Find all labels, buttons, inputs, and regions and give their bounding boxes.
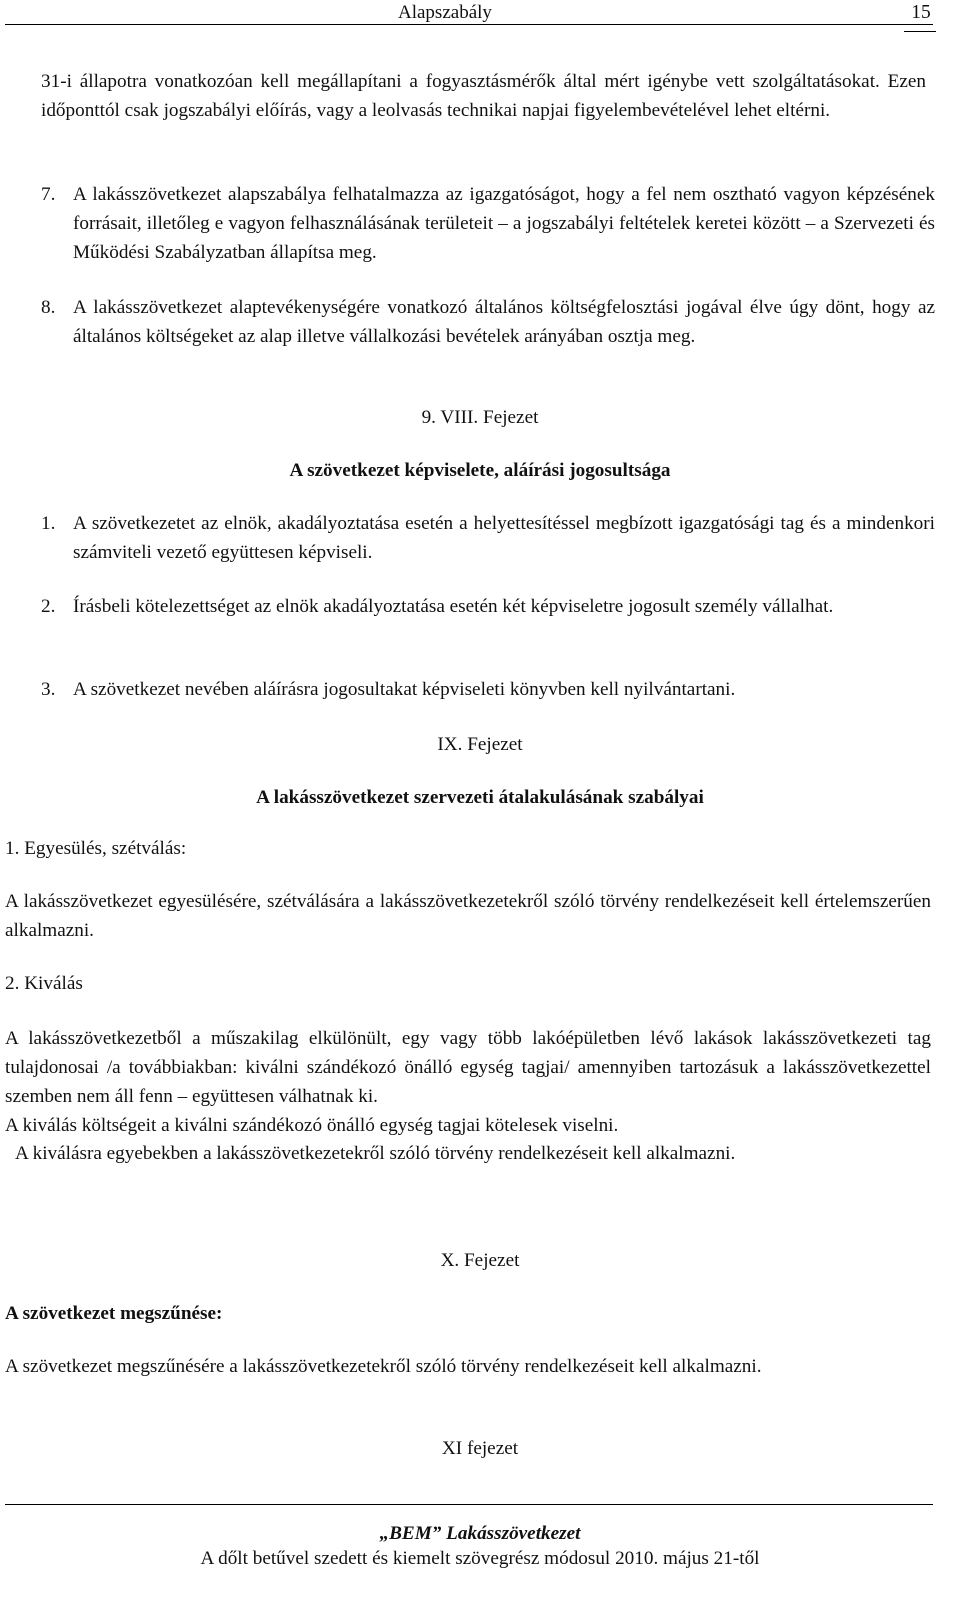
header-title: Alapszabály: [398, 2, 492, 23]
chapter-10-subheading: A szövetkezet megszűnése:: [5, 1303, 223, 1324]
list-item-number: 2.: [41, 596, 56, 617]
list-item-number: 1.: [41, 513, 56, 534]
chapter-10-heading: X. Fejezet: [440, 1250, 520, 1271]
merger-paragraph: A lakásszövetkezet egyesülésére, szétválására a lakásszövetkezetekről szóló törvény rendelkezéseit kell értelemszerűen alkalmazni.: [5, 891, 931, 941]
list-item-text: Írásbeli kötelezettséget az elnök akadályoztatása esetén két képviseletre jogosult személy vállalhat.: [73, 596, 834, 617]
page-number: 15: [901, 0, 941, 27]
page-header: [5, 0, 933, 25]
list-item-text: A lakásszövetkezet alaptevékenységére vonatkozó általános költségfelosztási jogával élve úgy dönt, hogy az általános költségeket az alap illetve vállalkozási bevételek arányában osztja meg.: [73, 297, 935, 347]
footer-divider: [5, 1504, 933, 1505]
chapter-9-subheading: A lakásszövetkezet szervezeti átalakulásának szabályai: [256, 787, 704, 808]
split-other-paragraph: A kiválásra egyebekben a lakásszövetkezetekről szóló törvény rendelkezéseit kell alkalmazni.: [15, 1143, 736, 1164]
intro-paragraph: 31-i állapotra vonatkozóan kell megállapítani a fogyasztásmérők által mért igénybe vett szolgáltatásokat. Ezen időponttól csak jogszabályi előírás, vagy a leolvasás technikai napjai figyelembevételével lehet eltérni.: [41, 71, 926, 121]
list-item-text: A lakásszövetkezet alapszabálya felhatalmazza az igazgatóságot, hogy a fel nem osztható vagyon képzésének forrásait, illetőleg e vagyon felhasználásának területeit – a jogszabályi feltételek keretei között – a Szervezeti és Működési Szabályzatban állapítsa meg.: [73, 184, 935, 263]
list-item-number: 8.: [41, 297, 56, 318]
chapter-11-heading: XI fejezet: [441, 1438, 519, 1459]
split-cost-paragraph: A kiválás költségeit a kiválni szándékozó önálló egység tagjai kötelesek viselni.: [5, 1115, 619, 1136]
split-paragraph: A lakásszövetkezetből a műszakilag elkülönült, egy vagy több lakóépületben lévő lakások lakásszövetkezeti tag tulajdonosai /a továbbiakban: kiválni szándékozó önálló egység tagjai/ amennyiben tartozásuk a lakásszövetkezettel szemben nem áll fenn – együttesen válhatnak ki.: [5, 1028, 931, 1107]
chapter-9-heading: IX. Fejezet: [437, 734, 523, 755]
footer-note: A dőlt betűvel szedett és kiemelt szövegrész módosul 2010. május 21-től: [200, 1548, 760, 1569]
list-item-number: 3.: [41, 679, 56, 700]
split-title: 2. Kiválás: [5, 973, 83, 994]
list-item-text: A szövetkezet nevében aláírásra jogosultakat képviseleti könyvben kell nyilvántartani.: [73, 679, 736, 700]
chapter-8-heading: 9. VIII. Fejezet: [421, 407, 539, 428]
footer-brand: „BEM” Lakásszövetkezet: [379, 1523, 581, 1544]
chapter-8-subheading: A szövetkezet képviselete, aláírási jogosultsága: [289, 460, 671, 481]
list-item-number: 7.: [41, 184, 56, 205]
list-item-text: A szövetkezetet az elnök, akadályoztatása esetén a helyettesítéssel megbízott igazgatósági tag és a mindenkori számviteli vezető együttesen képviseli.: [73, 513, 935, 563]
chapter-10-paragraph: A szövetkezet megszűnésére a lakásszövetkezetekről szóló törvény rendelkezéseit kell alkalmazni.: [5, 1356, 762, 1377]
merger-title: 1. Egyesülés, szétválás:: [5, 838, 187, 859]
